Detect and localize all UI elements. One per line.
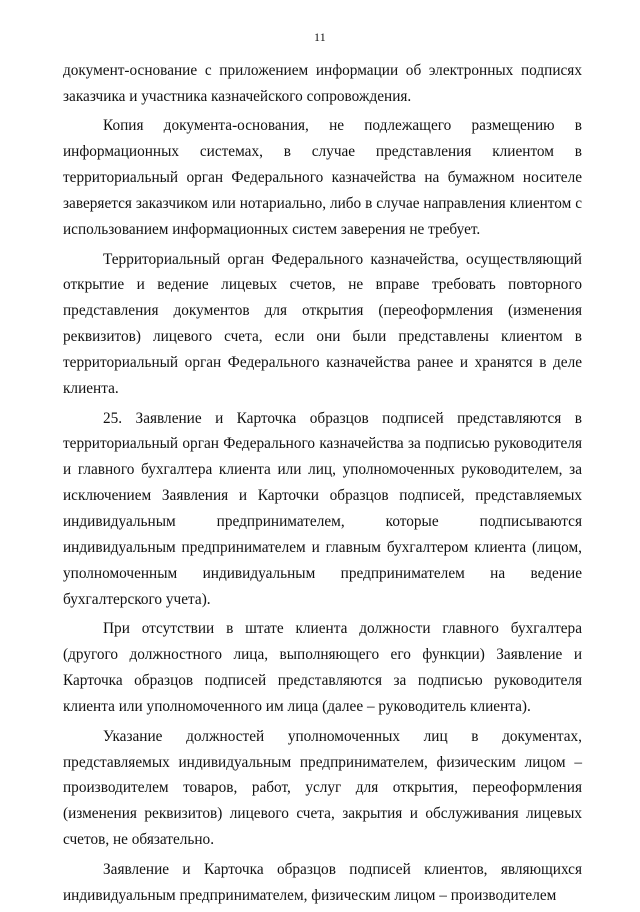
paragraph-no-chief-accountant: При отсутствии в штате клиента должности главного бухгалтера (другого должностного лица, выполняющего его функции) Заявление и Карточка образцов подписей представляются за подписью руководителя клиента или уполномоченного им лица (далее – руководитель клиента).	[63, 620, 582, 716]
paragraph-no-repeat-submission: Территориальный орган Федерального казначейства, осуществляющий открытие и ведение лицевых счетов, не вправе требовать повторного представления документов для открытия (переоформления (изменения реквизитов) лицевого счета, если они были представлены клиентом в территориальный орган Федерального казначейства ранее и хранятся в деле клиента.	[63, 250, 582, 398]
document-body	[63, 58, 582, 912]
paragraph-copy-certification: Копия документа-основания, не подлежащего размещению в информационных системах, в случае представления клиентом в территориальный орган Федерального казначейства на бумажном носителе заверяется заказчиком или нотариально, либо в случае направления клиентом с использованием информационных систем заверения не требует.	[63, 117, 582, 239]
paragraph-individual-entrepreneur: Заявление и Карточка образцов подписей клиентов, являющихся индивидуальным предпринимателем, физическим лицом – производителем	[63, 860, 582, 904]
paragraph-continuation: документ-основание с приложением информации об электронных подписях заказчика и участника казначейского сопровождения.	[63, 62, 582, 105]
paragraph-item-25: 25. Заявление и Карточка образцов подписей представляются в территориальный орган Федерального казначейства за подписью руководителя и главного бухгалтера клиента или лиц, уполномоченных руководителем, за исключением Заявления и Карточки образцов подписей, представляемых индивидуальным предпринимателем, которые подписываются индивидуальным предпринимателем и главным бухгалтером клиента (лицом, уполномоченным индивидуальным предпринимателем на ведение бухгалтерского учета).	[63, 409, 582, 608]
paragraph-positions-optional: Указание должностей уполномоченных лиц в документах, представляемых индивидуальным предпринимателем, физическим лицом – производителем товаров, работ, услуг для открытия, переоформления (изменения реквизитов) лицевого счета, закрытия и обслуживания лицевых счетов, не обязательно.	[63, 727, 582, 849]
page-number: 11	[314, 30, 326, 44]
